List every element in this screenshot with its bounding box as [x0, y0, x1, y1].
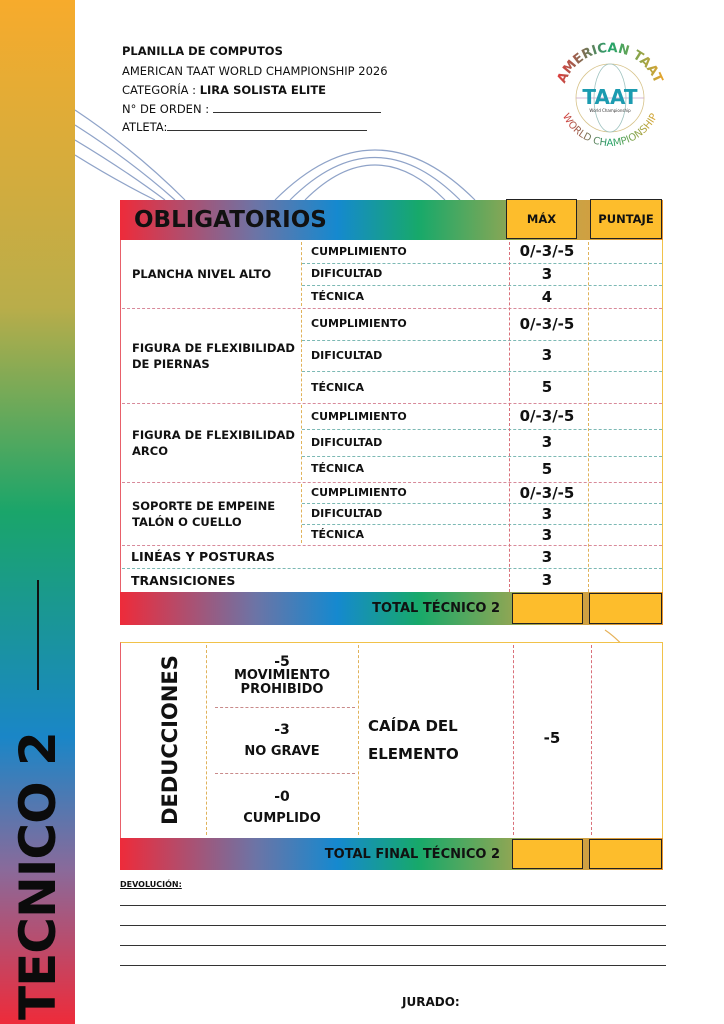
- criterion-max: 5: [541, 459, 553, 478]
- score-header: PUNTAJE: [590, 199, 662, 239]
- feedback-line[interactable]: [120, 945, 666, 946]
- score-input[interactable]: [590, 371, 662, 403]
- jurado-label: JURADO:: [402, 995, 460, 1009]
- score-input[interactable]: [590, 308, 662, 340]
- criterion-max: 0/-3/-5: [519, 483, 575, 502]
- score-input[interactable]: [590, 545, 662, 568]
- final-total-label: TOTAL FINAL TÉCNICO 2: [324, 846, 500, 862]
- category-value: LIRA SOLISTA ELITE: [199, 83, 327, 97]
- extra-label: LINÉAS Y POSTURAS: [131, 549, 275, 564]
- criterion-max: 3: [541, 264, 553, 283]
- criterion-label: CUMPLIMIENTO: [311, 409, 407, 423]
- form-title: PLANILLA DE COMPUTOS: [122, 44, 283, 58]
- section-title: OBLIGATORIOS: [134, 207, 327, 233]
- final-score-input[interactable]: [589, 839, 662, 869]
- extra-label: TRANSICIONES: [131, 572, 236, 588]
- criterion-label: TÉCNICA: [311, 462, 364, 476]
- criterion-label: TÉCNICA: [311, 290, 364, 304]
- score-input[interactable]: [590, 429, 662, 455]
- element-name: SOPORTE DE EMPEINE TALÓN O CUELLO: [132, 498, 276, 529]
- criterion-label: DIFICULTAD: [311, 507, 383, 520]
- fall-label: CAÍDA DEL ELEMENTO: [368, 717, 459, 763]
- deduction-item: -5 MOVIMIENTO PROHIBIDO: [234, 653, 330, 697]
- score-input[interactable]: [590, 503, 662, 524]
- score-input[interactable]: [590, 524, 662, 545]
- extra-max: 3: [541, 547, 553, 566]
- score-input[interactable]: [590, 482, 662, 503]
- criterion-max: 5: [541, 378, 553, 397]
- criterion-label: CUMPLIMIENTO: [311, 317, 407, 331]
- divider: [37, 580, 39, 690]
- criterion-label: CUMPLIMIENTO: [311, 486, 407, 499]
- criterion-label: DIFICULTAD: [311, 267, 383, 281]
- championship-logo: [548, 34, 673, 159]
- criterion-label: DIFICULTAD: [311, 435, 383, 449]
- criterion-max: 3: [541, 504, 553, 523]
- svg-text:WORLD CHAMPIONSHIP: WORLD CHAMPIONSHIP: [559, 111, 661, 150]
- score-input[interactable]: [590, 403, 662, 429]
- criterion-max: 0/-3/-5: [519, 407, 575, 426]
- score-input[interactable]: [590, 340, 662, 372]
- element-name: FIGURA DE FLEXIBILIDAD DE PIERNAS: [132, 340, 295, 371]
- score-input[interactable]: [590, 285, 662, 308]
- order-field[interactable]: N° DE ORDEN :: [122, 100, 381, 119]
- total-label: TOTAL TÉCNICO 2: [372, 601, 500, 616]
- sidebar-title: TECNICO 2: [9, 732, 67, 1020]
- feedback-line[interactable]: [120, 905, 666, 906]
- criterion-max: 4: [541, 287, 553, 306]
- event-name: AMERICAN TAAT WORLD CHAMPIONSHIP 2026: [122, 64, 388, 78]
- svg-text:AMERICAN TAAT: AMERICAN TAAT: [554, 40, 666, 86]
- criterion-label: TÉCNICA: [311, 528, 364, 541]
- svg-text:TAAT: TAAT: [582, 85, 638, 109]
- criterion-max: 0/-3/-5: [519, 314, 575, 333]
- criterion-max: 3: [541, 433, 553, 452]
- total-score-input[interactable]: [589, 593, 662, 624]
- element-name: PLANCHA NIVEL ALTO: [132, 267, 272, 281]
- deductions-title: DEDUCCIONES: [158, 655, 182, 825]
- sidebar-gradient: [0, 0, 75, 1024]
- category-line: CATEGORÍA : LIRA SOLISTA ELITE: [122, 83, 327, 97]
- score-input[interactable]: [590, 568, 662, 592]
- criterion-label: CUMPLIMIENTO: [311, 244, 407, 258]
- feedback-line[interactable]: [120, 925, 666, 926]
- athlete-field[interactable]: ATLETA:: [122, 118, 367, 137]
- final-max-box: [512, 839, 583, 869]
- svg-text:World Championship: World Championship: [589, 108, 631, 113]
- score-input[interactable]: [590, 456, 662, 482]
- fall-value: -5: [543, 729, 561, 747]
- devolucion-label: DEVOLUCIÓN:: [120, 879, 182, 889]
- total-max-box: [512, 593, 583, 624]
- deduction-item: -3 NO GRAVE: [244, 722, 320, 759]
- score-input[interactable]: [590, 263, 662, 286]
- deduction-item: -0 CUMPLIDO: [243, 789, 321, 826]
- extra-max: 3: [541, 571, 553, 589]
- feedback-line[interactable]: [120, 965, 666, 966]
- criterion-label: DIFICULTAD: [311, 348, 383, 362]
- criterion-max: 3: [541, 346, 553, 365]
- criterion-label: TÉCNICA: [311, 380, 364, 394]
- max-header: MÁX: [506, 199, 577, 239]
- criterion-max: 0/-3/-5: [519, 242, 575, 261]
- score-input[interactable]: [590, 240, 662, 263]
- element-name: FIGURA DE FLEXIBILIDAD ARCO: [132, 427, 295, 458]
- criterion-max: 3: [541, 525, 553, 544]
